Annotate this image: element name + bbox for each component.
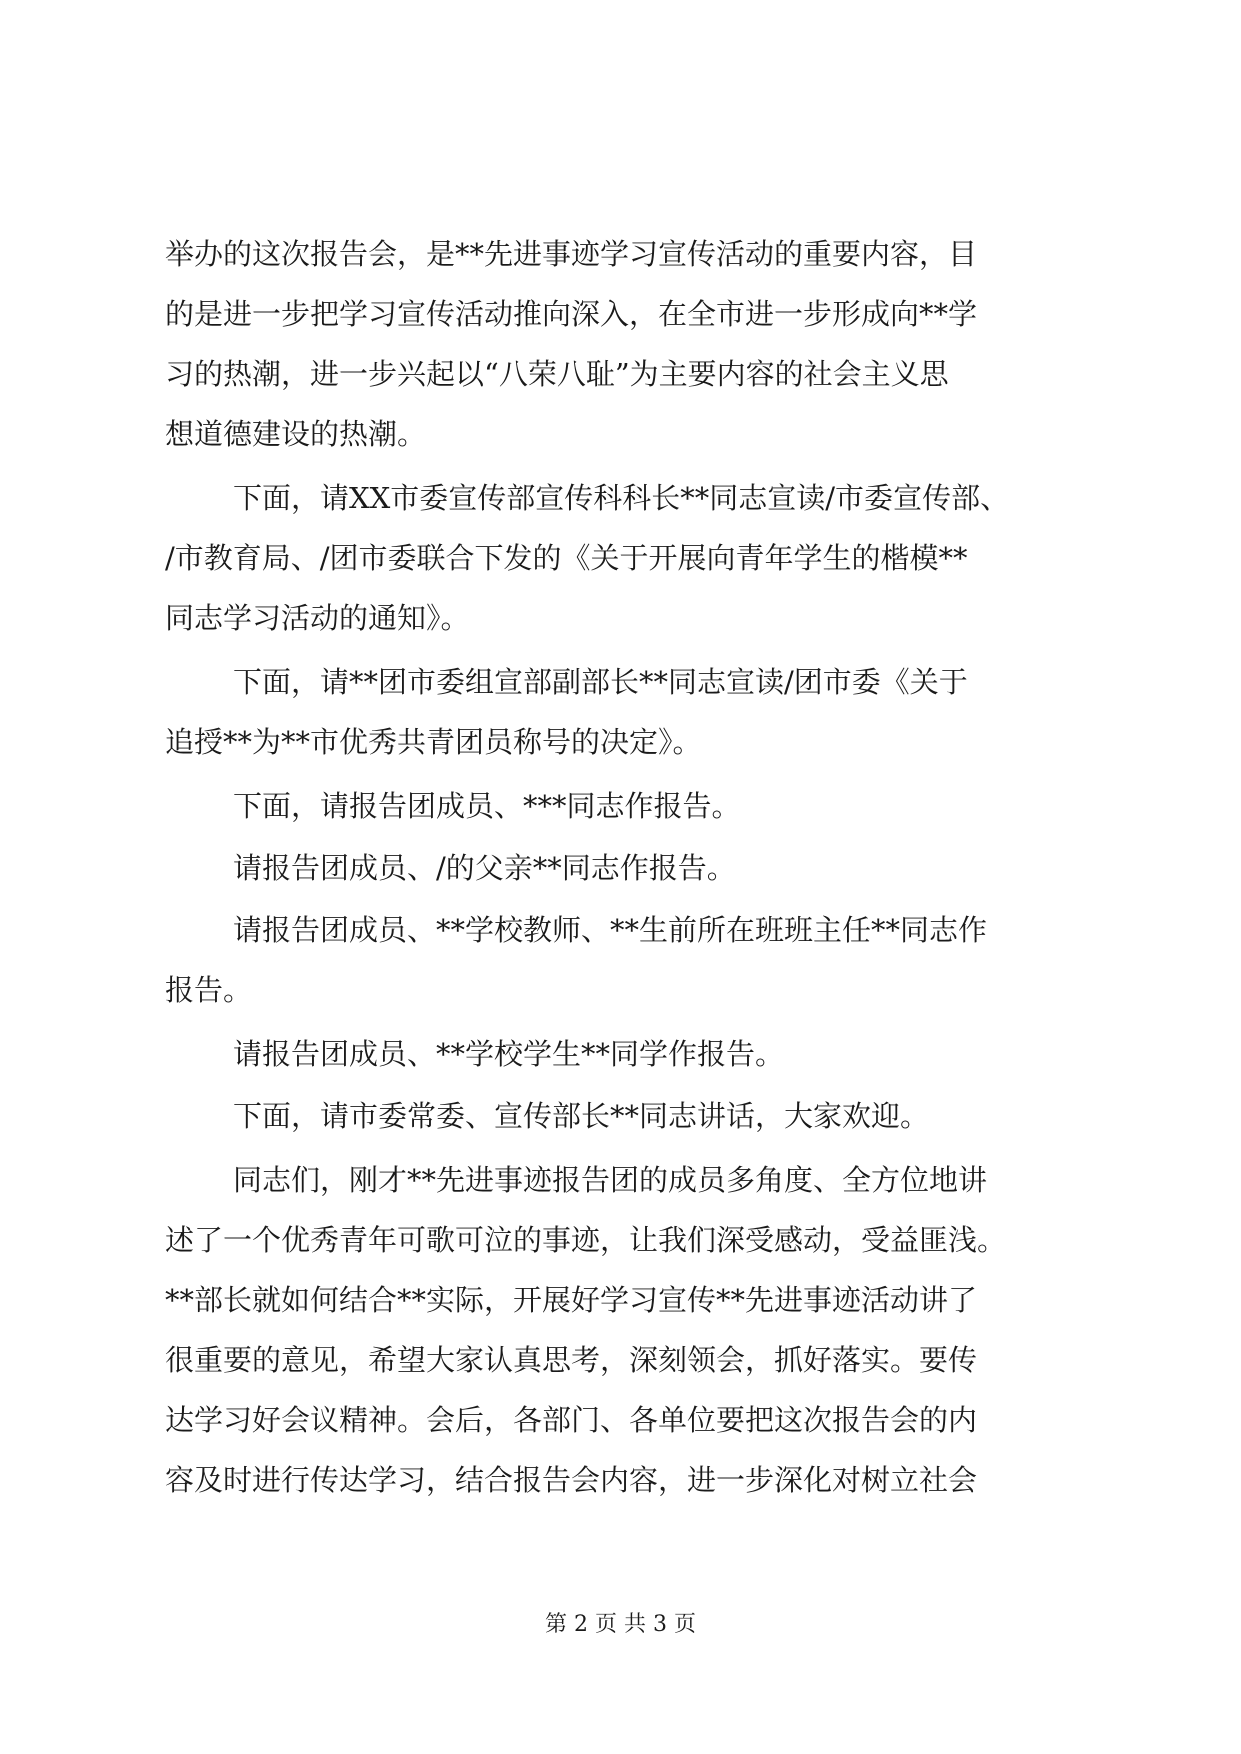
text-line: 下面，请报告团成员、***同志作报告。 [233,789,741,823]
text-line: 述了一个优秀青年可歌可泣的事迹，让我们深受感动，受益匪浅。 [165,1223,1007,1257]
text-line: 请报告团成员、**学校学生**同学作报告。 [233,1037,785,1071]
text-line: **部长就如何结合**实际，开展好学习宣传**先进事迹活动讲了 [165,1283,978,1317]
text-line: 下面，请市委常委、宣传部长**同志讲话，大家欢迎。 [233,1099,930,1133]
text-line: 请报告团成员、**学校教师、**生前所在班班主任**同志作 [233,913,988,947]
text-line: 报告。 [165,973,253,1007]
text-line: 习的热潮，进一步兴起以“八荣八耻”为主要内容的社会主义思 [165,357,949,391]
text-line: 举办的这次报告会，是**先进事迹学习宣传活动的重要内容，目 [165,237,978,271]
text-line: 下面，请**团市委组宣部副部长**同志宣读/团市委《关于 [233,665,968,699]
text-line: 很重要的意见，希望大家认真思考，深刻领会，抓好落实。要传 [165,1343,978,1377]
text-line: 追授**为**市优秀共青团员称号的决定》。 [165,725,702,759]
text-line: 的是进一步把学习宣传活动推向深入，在全市进一步形成向**学 [165,297,978,331]
text-line: 容及时进行传达学习，结合报告会内容，进一步深化对树立社会 [165,1463,978,1497]
page-number-footer: 第 2 页 共 3 页 [545,1612,696,1637]
text-line: 同志学习活动的通知》。 [165,601,470,635]
text-line: 达学习好会议精神。会后，各部门、各单位要把这次报告会的内 [165,1403,978,1437]
text-line: 同志们，刚才**先进事迹报告团的成员多角度、全方位地讲 [233,1163,988,1197]
text-line: 请报告团成员、/的父亲**同志作报告。 [233,851,736,885]
text-line: 下面，请XX市委宣传部宣传科科长**同志宣读/市委宣传部、 [233,481,1010,515]
text-line: /市教育局、/团市委联合下发的《关于开展向青年学生的楷模** [165,541,968,575]
text-line: 想道德建设的热潮。 [165,417,427,451]
